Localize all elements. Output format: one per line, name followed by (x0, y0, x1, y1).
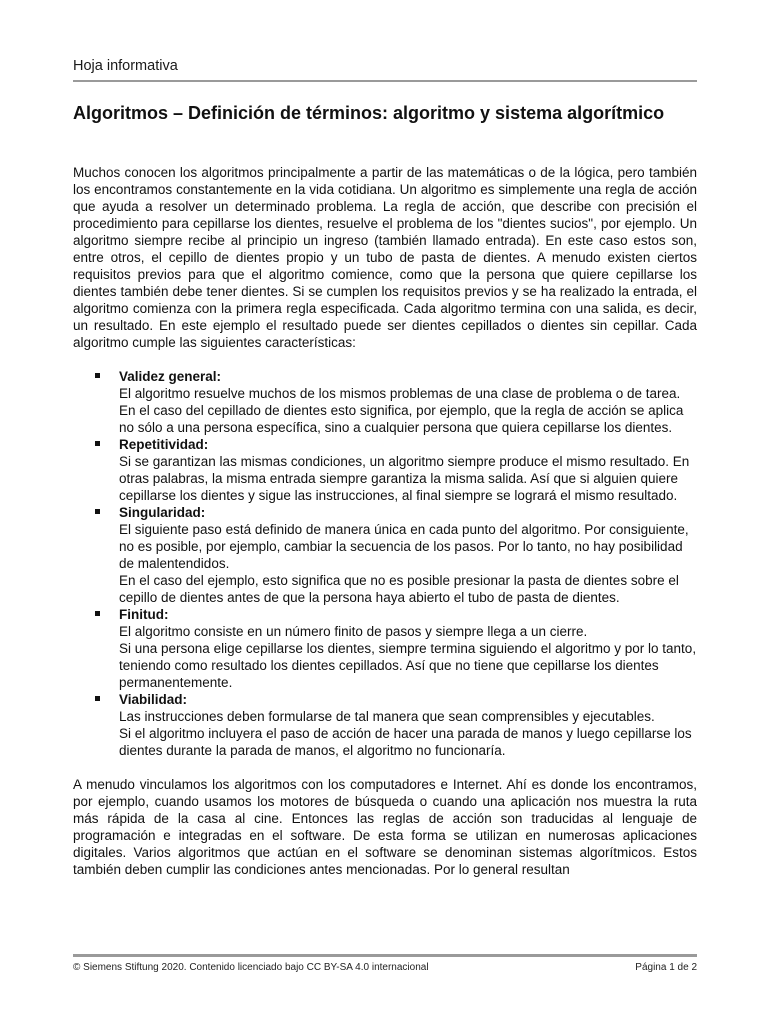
feature-description: Si se garantizan las mismas condiciones, un algoritmo siempre produce el mismo resultado. En otras palabras, la misma entrada siempre garantiza la misma salida. Así que si alguien quiere cepillarse los dientes y sigue las instrucciones, al final siempre se logrará el mismo resultado. (119, 454, 690, 503)
feature-description: En el caso del ejemplo, esto significa que no es posible presionar la pasta de dientes sobre el cepillo de dientes antes de que la persona haya abierto el tubo de pasta de dientes. (119, 573, 679, 605)
header-title: Hoja informativa (73, 58, 178, 74)
bullet-icon (95, 373, 100, 378)
feature-description: Si una persona elige cepillarse los dientes, siempre termina siguiendo el algoritmo y por lo tanto, teniendo como resultado los dientes cepillados. Así que no tiene que cepillarse los dientes permanentemente. (119, 641, 697, 690)
bullet-icon (95, 509, 100, 514)
intro-paragraph: Muchos conocen los algoritmos principalmente a partir de las matemáticas o de la lógica, pero también los encontramos constantemente en la vida cotidiana. Un algoritmo es simplemente una regla de acción que ayuda a resolver un determinado problema. La regla de acción, que describe con precisión el procedimiento para cepillarse los dientes, resuelve el problema de los "dientes sucios", por ejemplo. Un algoritmo siempre recibe al principio un ingreso (también llamado entrada). En este caso estos son, entre otros, el cepillo de dientes propio y un tubo de pasta de dientes. A menudo existen ciertos requisitos previos para que el algoritmo comience, como que la persona que quiere cepillarse los dientes también debe tener dientes. Si se cumplen los requisitos previos y se ha realizado la entrada, el algoritmo comienza con la primera regla especificada. Cada algoritmo termina con una salida, es decir, un resultado. En este ejemplo el resultado puede ser dientes cepillados o dientes sin cepillar. Cada algoritmo cumple las siguientes características: (73, 165, 697, 350)
feature-description: En el caso del cepillado de dientes esto significa, por ejemplo, que la regla de acción se aplica no sólo a una persona específica, sino a cualquier persona que quiera cepillarse los dientes. (119, 403, 684, 435)
feature-term: Finitud: (119, 607, 169, 622)
bullet-icon (95, 611, 100, 616)
list-item (73, 691, 697, 759)
list-item (73, 606, 697, 691)
list-item (73, 368, 697, 436)
closing-paragraph: A menudo vinculamos los algoritmos con los computadores e Internet. Ahí es donde los encontramos, por ejemplo, cuando usamos los motores de búsqueda o cuando una aplicación nos muestra la ruta más rápida de la casa al cine. Entonces las reglas de acción son traducidas al lenguaje de programación e integradas en el software. De esta forma se utilizan en numerosas aplicaciones digitales. Varios algoritmos que actúan en el software se denominan sistemas algorítmicos. Estos también deben cumplir las condiciones antes mencionadas. Por lo general resultan (73, 777, 697, 877)
feature-description: Las instrucciones deben formularse de tal manera que sean comprensibles y ejecutables. (119, 709, 655, 724)
feature-description: El algoritmo resuelve muchos de los mismos problemas de una clase de problema o de tarea. (119, 386, 681, 401)
bullet-icon (95, 696, 100, 701)
page-number: Página 1 de 2 (635, 962, 697, 973)
document-title: Algoritmos – Definición de términos: algoritmo y sistema algorítmico (73, 103, 665, 123)
feature-term: Validez general: (119, 369, 222, 384)
feature-list (73, 368, 697, 759)
footer-divider (73, 954, 697, 957)
list-item (73, 504, 697, 606)
feature-description: El algoritmo consiste en un número finito de pasos y siempre llega a un cierre. (119, 624, 588, 639)
document-body (73, 164, 697, 878)
feature-term: Viabilidad: (119, 692, 188, 707)
feature-term: Repetitividad: (119, 437, 209, 452)
license-text: © Siemens Stiftung 2020. Contenido licenciado bajo CC BY-SA 4.0 internacional (73, 962, 429, 973)
feature-description: Si el algoritmo incluyera el paso de acción de hacer una parada de manos y luego cepillarse los dientes durante la parada de manos, el algoritmo no funcionaría. (119, 726, 692, 758)
feature-description: El siguiente paso está definido de manera única en cada punto del algoritmo. Por consiguiente, no es posible, por ejemplo, cambiar la secuencia de los pasos. Por lo tanto, no hay posibilidad de malentendidos. (119, 522, 689, 571)
header-divider (73, 80, 697, 82)
document-page (73, 0, 697, 1024)
feature-term: Singularidad: (119, 505, 206, 520)
list-item (73, 436, 697, 504)
bullet-icon (95, 441, 100, 446)
